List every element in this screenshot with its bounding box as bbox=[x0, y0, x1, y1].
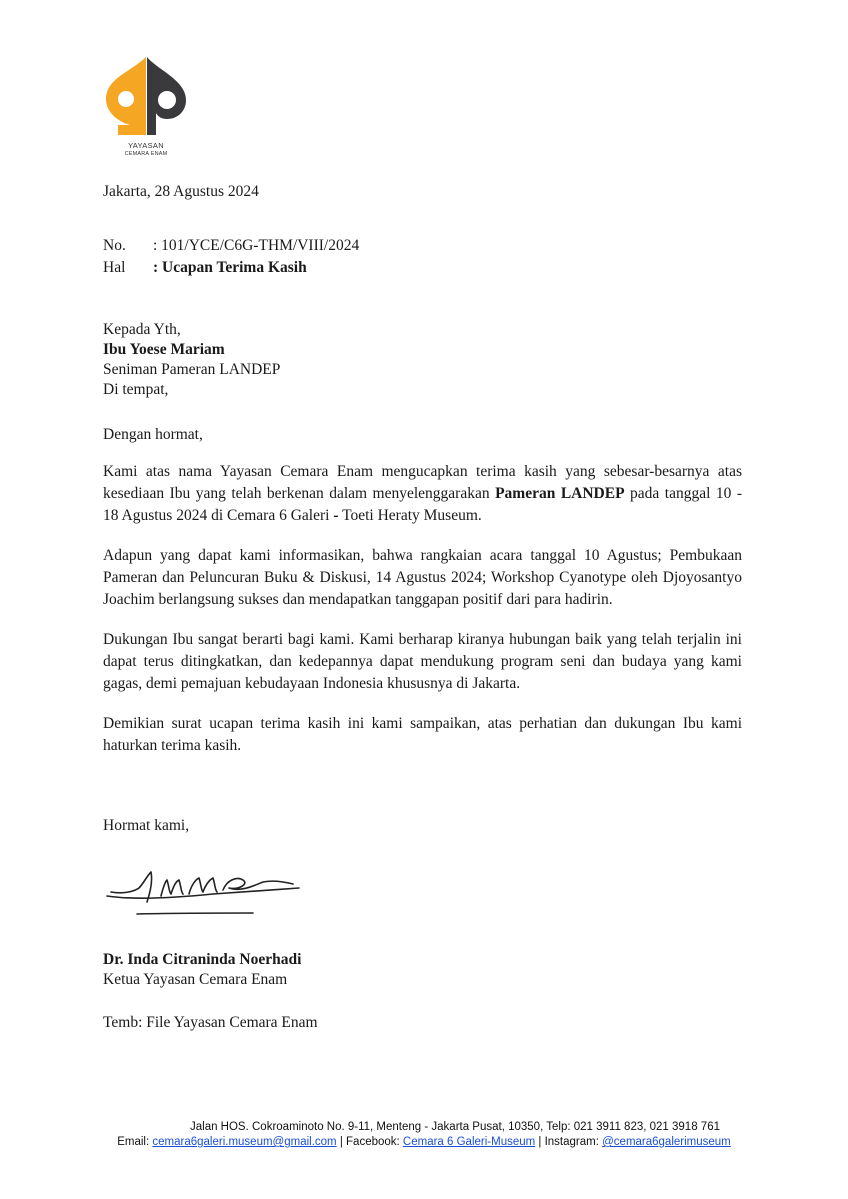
greeting: Dengan hormat, bbox=[103, 426, 203, 443]
facebook-label: | Facebook: bbox=[336, 1136, 403, 1148]
logo-text-cemara-enam: CEMARA ENAM bbox=[124, 151, 168, 157]
paragraph-2: Adapun yang dapat kami informasikan, bahwa rangkaian acara tanggal 10 Agustus; Pembukaan Pameran dan Peluncuran Buku & Diskusi, 14 Agustus 2024; Workshop Cyanotype oleh Djoyosantyo Joachim berlangsung sukses dan mendapatkan tanggapan positif dari para hadirin. bbox=[103, 547, 742, 608]
footer-contacts bbox=[0, 1135, 848, 1150]
number-label: No. bbox=[103, 237, 126, 254]
carbon-copy: Temb: File Yayasan Cemara Enam bbox=[103, 1014, 318, 1031]
handwritten-signature-icon bbox=[103, 858, 303, 920]
number-value: : 101/YCE/C6G-THM/VIII/2024 bbox=[153, 237, 360, 254]
email-label: Email: bbox=[117, 1136, 153, 1148]
recipient-role: Seniman Pameran LANDEP bbox=[103, 361, 281, 378]
cemara-logo-icon bbox=[104, 55, 188, 139]
foundation-logo bbox=[104, 55, 188, 160]
recipient-name: Ibu Yoese Mariam bbox=[103, 341, 225, 358]
letter-date: Jakarta, 28 Agustus 2024 bbox=[103, 183, 259, 200]
paragraph-1-text-b: pada tanggal 10 - 18 Agustus 2024 di Cemara 6 Galeri bbox=[103, 485, 742, 524]
paragraph-1-text-a: Kami atas nama Yayasan Cemara Enam mengucapkan terima kasih yang sebesar-besarnya atas kesediaan Ibu yang telah berkenan dalam menyelenggarakan bbox=[103, 463, 742, 502]
subject-label: Hal bbox=[103, 259, 126, 276]
paragraph-3: Dukungan Ibu sangat berarti bagi kami. Kami berharap kiranya hubungan baik yang telah terjalin ini dapat terus ditingkatkan, dan kedepannya dapat mendukung program seni dan budaya yang kami gagas, demi pemajuan kebudayaan Indonesia khususnya di Jakarta. bbox=[103, 631, 742, 692]
recipient-place: Di tempat, bbox=[103, 381, 169, 398]
footer-address: Jalan HOS. Cokroaminoto No. 9-11, Menteng - Jakarta Pusat, 10350, Telp: 021 3911 823, 021 3918 761 bbox=[190, 1121, 720, 1133]
paragraph-1-dash: - bbox=[333, 507, 339, 524]
logo-text-yayasan: YAYASAN bbox=[128, 141, 164, 150]
signer-name: Dr. Inda Citraninda Noerhadi bbox=[103, 951, 302, 968]
instagram-label: | Instagram: bbox=[535, 1136, 603, 1148]
paragraph-1 bbox=[103, 461, 742, 527]
paragraph-1-text-c: Toeti Heraty Museum. bbox=[338, 507, 482, 524]
paragraph-4: Demikian surat ucapan terima kasih ini kami sampaikan, atas perhatian dan dukungan Ibu kami haturkan terima kasih. bbox=[103, 715, 742, 754]
signature bbox=[103, 858, 303, 920]
closing: Hormat kami, bbox=[103, 817, 190, 834]
exhibition-name: Pameran LANDEP bbox=[495, 485, 625, 502]
subject-value: : Ucapan Terima Kasih bbox=[153, 259, 307, 276]
recipient-salutation: Kepada Yth, bbox=[103, 321, 181, 338]
signer-title: Ketua Yayasan Cemara Enam bbox=[103, 971, 288, 988]
facebook-link[interactable]: Cemara 6 Galeri-Museum bbox=[402, 1136, 536, 1148]
instagram-link[interactable]: @cemara6galerimuseum bbox=[602, 1136, 731, 1148]
email-link[interactable]: cemara6galeri.museum@gmail.com bbox=[152, 1136, 337, 1148]
